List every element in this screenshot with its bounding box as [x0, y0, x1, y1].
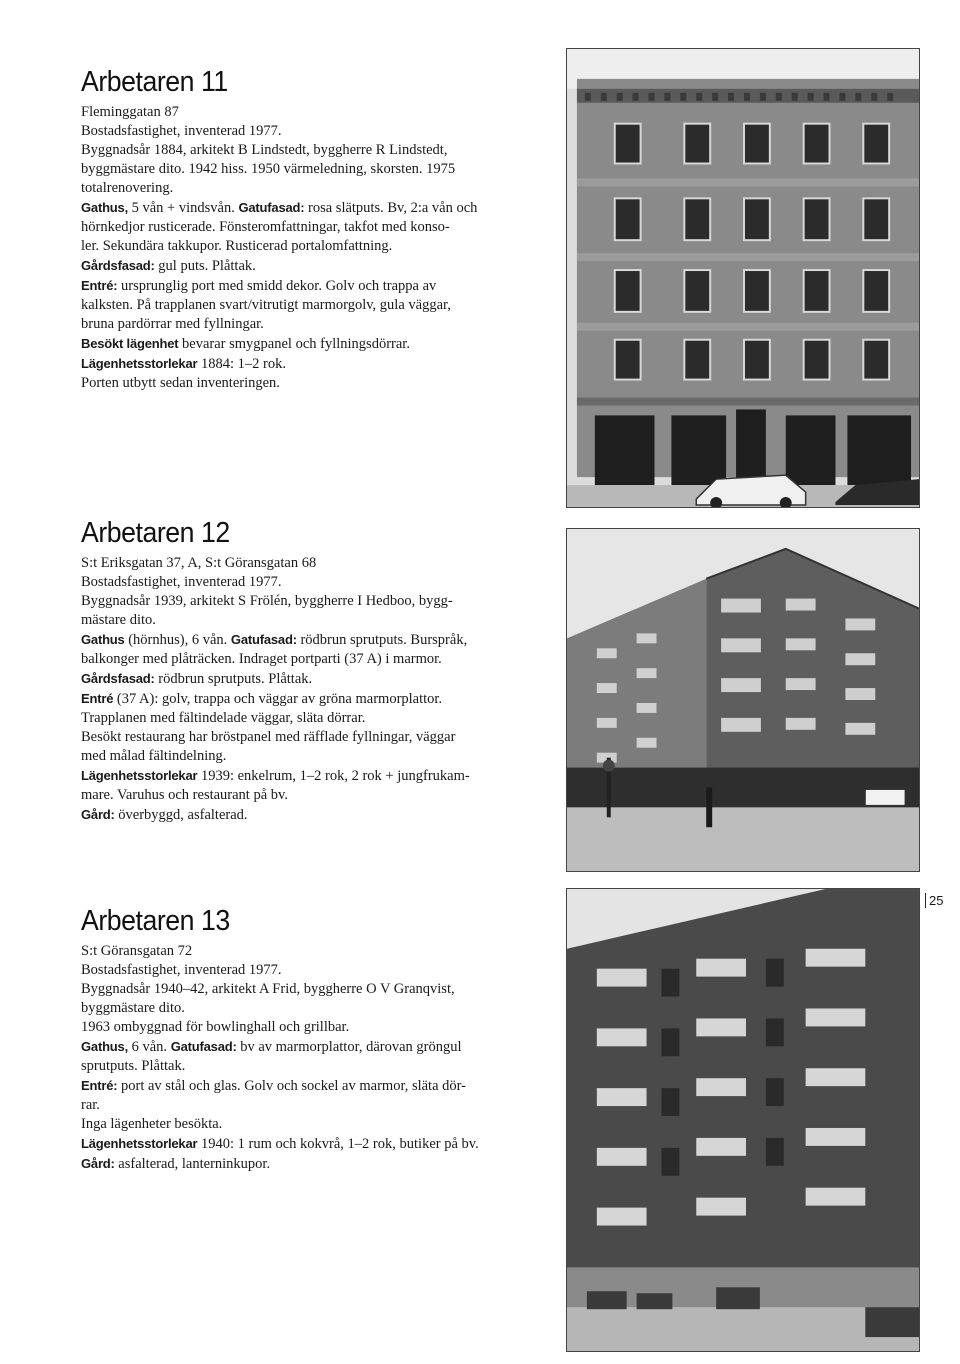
build-info: Byggnadsår 1939, arkitekt S Frölén, byggherre I Hedboo, bygg- — [81, 593, 453, 609]
storlek-label: Lägenhetsstorlekar — [81, 1136, 198, 1151]
address: S:t Eriksgatan 37, A, S:t Göransgatan 68 — [81, 555, 317, 571]
besokt-line — [81, 334, 551, 354]
gardsfasad-line — [81, 669, 551, 689]
gatufasad-value: bv av marmorplattor, därovan gröngul — [236, 1039, 462, 1055]
entry-title: Arbetaren 12 — [81, 517, 230, 549]
besokt-text: med målad fältindelning. — [81, 748, 227, 764]
building-photo-2 — [567, 529, 919, 871]
storlek-label: Lägenhetsstorlekar — [81, 768, 198, 783]
property-type: Bostadsfastighet, inventerad 1977. — [81, 574, 282, 590]
entre-value: bruna pardörrar med fyllningar. — [81, 316, 264, 332]
besokt-text: Inga lägenheter besökta. — [81, 1116, 223, 1132]
building-photo-1 — [567, 49, 919, 507]
gard-label: Gård: — [81, 807, 115, 822]
entre-value: rar. — [81, 1097, 100, 1113]
build-info: 1963 ombyggnad för bowlinghall och grillbar. — [81, 1019, 350, 1035]
photo-arbetaren-13 — [566, 888, 920, 1352]
extra-note: Porten utbytt sedan inventeringen. — [81, 375, 280, 391]
entry-arbetaren-12 — [81, 517, 551, 825]
besokt-text: Besökt restaurang har bröstpanel med räfflade fyllningar, väggar — [81, 729, 456, 745]
page-number: 25 — [925, 893, 943, 908]
gathus-line — [81, 1037, 551, 1057]
build-info: Byggnadsår 1940–42, arkitekt A Frid, byggherre O V Granqvist, — [81, 981, 455, 997]
photo-arbetaren-11 — [566, 48, 920, 508]
entre-label: Entré — [81, 691, 114, 706]
address: Fleminggatan 87 — [81, 104, 179, 120]
gard-value: överbyggd, asfalterad. — [114, 807, 248, 823]
gatufasad-value: rosa slätputs. Bv, 2:a vån och — [304, 200, 478, 216]
entre-value: kalksten. På trapplanen svart/vitrutigt marmorgolv, gula väggar, — [81, 297, 451, 313]
gathus-value: (hörnhus), 6 vån. — [124, 632, 231, 648]
gatufasad-value: sprutputs. Plåttak. — [81, 1058, 186, 1074]
storlek-line — [81, 1134, 551, 1154]
gathus-label: Gathus — [81, 632, 125, 647]
build-info: Byggnadsår 1884, arkitekt B Lindstedt, byggherre R Lindstedt, — [81, 142, 448, 158]
gardsfasad-value: rödbrun sprutputs. Plåttak. — [154, 671, 313, 687]
entre-label: Entré: — [81, 1078, 118, 1093]
entry-title: Arbetaren 13 — [81, 905, 230, 937]
gard-label: Gård: — [81, 1156, 115, 1171]
gard-line — [81, 805, 551, 825]
gatufasad-value: balkonger med plåträcken. Indraget portparti (37 A) i marmor. — [81, 651, 442, 667]
besokt-value: bevarar smygpanel och fyllningsdörrar. — [178, 336, 410, 352]
gathus-label: Gathus, — [81, 200, 128, 215]
storlek-value: 1884: 1–2 rok. — [197, 356, 286, 372]
gardsfasad-label: Gårdsfasad: — [81, 671, 155, 686]
storlek-value: 1939: enkelrum, 1–2 rok, 2 rok + jungfrukam- — [197, 768, 470, 784]
photo-arbetaren-12 — [566, 528, 920, 872]
entre-value: ursprunglig port med smidd dekor. Golv och trappa av — [117, 278, 437, 294]
gathus-line — [81, 630, 551, 650]
build-info: byggmästare dito. 1942 hiss. 1950 värmeledning, skorsten. 1975 — [81, 161, 456, 177]
gathus-value: 5 vån + vindsvån. — [128, 200, 239, 216]
entry-arbetaren-11 — [81, 66, 551, 393]
entry-title: Arbetaren 11 — [81, 66, 228, 98]
gardsfasad-label: Gårdsfasad: — [81, 258, 155, 273]
gathus-label: Gathus, — [81, 1039, 128, 1054]
build-info: mästare dito. — [81, 612, 156, 628]
gathus-line — [81, 198, 551, 218]
build-info: byggmästare dito. — [81, 1000, 185, 1016]
entre-label: Entré: — [81, 278, 118, 293]
property-type: Bostadsfastighet, inventerad 1977. — [81, 123, 282, 139]
storlek-label: Lägenhetsstorlekar — [81, 356, 198, 371]
entre-value: Trapplanen med fältindelade väggar, släta dörrar. — [81, 710, 366, 726]
address: S:t Göransgatan 72 — [81, 943, 193, 959]
gatufasad-value: ler. Sekundära takkupor. Rusticerad portalomfattning. — [81, 238, 393, 254]
gatufasad-label: Gatufasad: — [238, 200, 305, 215]
build-info: totalrenovering. — [81, 180, 174, 196]
gard-value: asfalterad, lanterninkupor. — [114, 1156, 271, 1172]
property-type: Bostadsfastighet, inventerad 1977. — [81, 962, 282, 978]
gardsfasad-value: gul puts. Plåttak. — [154, 258, 256, 274]
building-photo-3 — [567, 889, 919, 1351]
entre-value: (37 A): golv, trappa och väggar av gröna marmorplattor. — [113, 691, 443, 707]
storlek-line — [81, 354, 551, 374]
gatufasad-label: Gatufasad: — [230, 632, 297, 647]
gatufasad-value: hörnkedjor rusticerade. Fönsteromfattningar, takfot med konso- — [81, 219, 450, 235]
entry-arbetaren-13 — [81, 905, 551, 1174]
besokt-label: Besökt lägenhet — [81, 336, 179, 351]
gathus-value: 6 vån. — [128, 1039, 171, 1055]
storlek-value: 1940: 1 rum och kokvrå, 1–2 rok, butiker på bv. — [197, 1136, 479, 1152]
entre-line — [81, 689, 551, 709]
gard-line — [81, 1154, 551, 1174]
entre-line — [81, 1076, 551, 1096]
storlek-line — [81, 766, 551, 786]
gatufasad-label: Gatufasad: — [170, 1039, 237, 1054]
entre-value: port av stål och glas. Golv och sockel av marmor, släta dör- — [117, 1078, 467, 1094]
storlek-value: mare. Varuhus och restaurant på bv. — [81, 787, 288, 803]
entre-line — [81, 276, 551, 296]
gatufasad-value: rödbrun sprutputs. Burspråk, — [296, 632, 468, 648]
gardsfasad-line — [81, 256, 551, 276]
